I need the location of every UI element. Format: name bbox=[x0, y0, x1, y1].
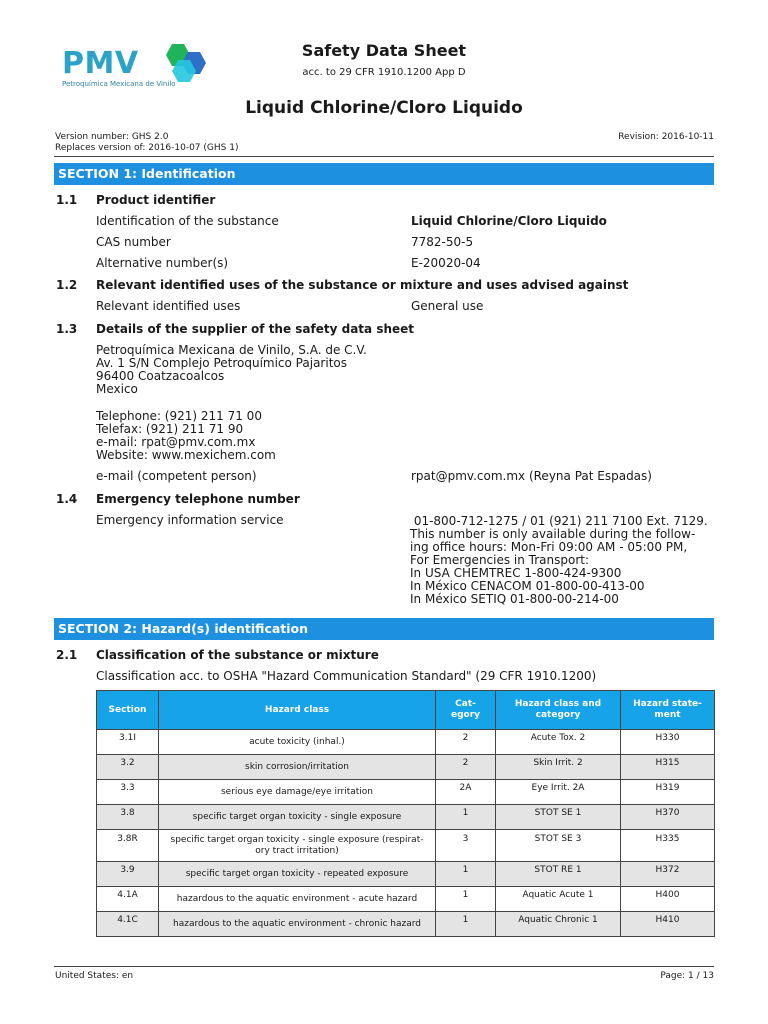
subsection-number: 1.2 bbox=[56, 278, 78, 292]
emergency-numbers: 01-800-712-1275 / 01 (921) 211 7100 Ext. 7129. This number is only available during the follow- ing office hours: Mon-Fri 09:00 AM - 05:00 PM, For Emergencies in Transport: In USA CHEMTREC 1-800-424-9300 In México CENACOM 01-800-00-413-00 In México SETIQ 01-800-00-214-00 bbox=[410, 514, 708, 606]
table-cell: 3.2 bbox=[97, 755, 159, 780]
table-row bbox=[97, 755, 715, 780]
field-label: Alternative number(s) bbox=[96, 256, 229, 270]
table-cell: 3.8R bbox=[97, 830, 159, 862]
table-cell: 2A bbox=[436, 780, 496, 805]
field-label: Identification of the substance bbox=[96, 214, 279, 228]
field-label: Emergency information service bbox=[96, 513, 284, 527]
document-title: Safety Data Sheet bbox=[301, 41, 467, 60]
table-cell: H315 bbox=[621, 755, 715, 780]
column-header: Hazard class bbox=[159, 691, 436, 730]
column-header: Hazard class and category bbox=[496, 691, 621, 730]
field-label: Relevant identified uses bbox=[96, 299, 241, 313]
table-cell: skin corrosion/irritation bbox=[159, 755, 436, 780]
table-cell: Eye Irrit. 2A bbox=[496, 780, 621, 805]
subsection-number: 2.1 bbox=[56, 648, 78, 662]
divider bbox=[54, 156, 714, 157]
table-cell: acute toxicity (inhal.) bbox=[159, 730, 436, 755]
table-cell: specific target organ toxicity - repeated exposure bbox=[159, 862, 436, 887]
table-row bbox=[97, 862, 715, 887]
subsection-title: Details of the supplier of the safety data sheet bbox=[96, 322, 415, 336]
table-cell: specific target organ toxicity - single exposure (respirat- ory tract irritation) bbox=[159, 830, 436, 862]
field-label: CAS number bbox=[96, 235, 171, 249]
table-cell: 1 bbox=[436, 862, 496, 887]
table-cell: 2 bbox=[436, 730, 496, 755]
subsection-title: Product identifier bbox=[96, 193, 216, 207]
table-cell: 3.3 bbox=[97, 780, 159, 805]
table-cell: STOT RE 1 bbox=[496, 862, 621, 887]
document-subtitle: acc. to 29 CFR 1910.1200 App D bbox=[302, 67, 466, 78]
subsection-title: Relevant identified uses of the substance or mixture and uses advised against bbox=[96, 278, 629, 292]
table-cell: H335 bbox=[621, 830, 715, 862]
section-1-header: SECTION 1: Identification bbox=[54, 163, 714, 185]
replaces-version: Replaces version of: 2016-10-07 (GHS 1) bbox=[55, 143, 239, 153]
table-cell: serious eye damage/eye irritation bbox=[159, 780, 436, 805]
table-cell: H410 bbox=[621, 912, 715, 937]
table-cell: H330 bbox=[621, 730, 715, 755]
revision-date: Revision: 2016-10-11 bbox=[618, 132, 714, 142]
footer-locale: United States: en bbox=[55, 971, 134, 981]
table-cell: STOT SE 1 bbox=[496, 805, 621, 830]
table-row bbox=[97, 887, 715, 912]
table-row bbox=[97, 830, 715, 862]
table-cell: Aquatic Acute 1 bbox=[496, 887, 621, 912]
table-cell: 3 bbox=[436, 830, 496, 862]
alternative-number: E-20020-04 bbox=[411, 256, 481, 270]
table-row bbox=[97, 912, 715, 937]
field-label: e-mail (competent person) bbox=[96, 469, 257, 483]
supplier-address: Petroquímica Mexicana de Vinilo, S.A. de C.V. Av. 1 S/N Complejo Petroquímico Pajaritos 96400 Coatzacoalcos Mexico bbox=[96, 343, 367, 396]
table-cell: 3.9 bbox=[97, 862, 159, 887]
column-header: Cat- egory bbox=[436, 691, 496, 730]
table-cell: H400 bbox=[621, 887, 715, 912]
competent-person-email: rpat@pmv.com.mx (Reyna Pat Espadas) bbox=[411, 469, 652, 483]
table-cell: 4.1C bbox=[97, 912, 159, 937]
version-number: Version number: GHS 2.0 bbox=[55, 132, 169, 142]
table-cell: Acute Tox. 2 bbox=[496, 730, 621, 755]
table-row bbox=[97, 730, 715, 755]
subsection-number: 1.4 bbox=[56, 492, 78, 506]
table-cell: Skin Irrit. 2 bbox=[496, 755, 621, 780]
classification-intro: Classification acc. to OSHA "Hazard Communication Standard" (29 CFR 1910.1200) bbox=[96, 669, 597, 683]
identified-use: General use bbox=[411, 299, 484, 313]
subsection-number: 1.1 bbox=[56, 193, 78, 207]
hazard-classification-table bbox=[96, 690, 715, 937]
divider bbox=[54, 966, 714, 967]
table-cell: 1 bbox=[436, 887, 496, 912]
table-cell: 1 bbox=[436, 912, 496, 937]
table-cell: hazardous to the aquatic environment - chronic hazard bbox=[159, 912, 436, 937]
table-cell: 3.1I bbox=[97, 730, 159, 755]
table-row bbox=[97, 780, 715, 805]
table-row bbox=[97, 805, 715, 830]
subsection-title: Classification of the substance or mixture bbox=[96, 648, 379, 662]
table-cell: H319 bbox=[621, 780, 715, 805]
logo-tagline: Petroquímica Mexicana de Vinilo bbox=[62, 80, 176, 88]
table-cell: H370 bbox=[621, 805, 715, 830]
table-cell: hazardous to the aquatic environment - acute hazard bbox=[159, 887, 436, 912]
substance-name: Liquid Chlorine/Cloro Liquido bbox=[411, 214, 607, 228]
product-title: Liquid Chlorine/Cloro Liquido bbox=[245, 98, 523, 118]
cas-number: 7782-50-5 bbox=[411, 235, 474, 249]
table-cell: specific target organ toxicity - single exposure bbox=[159, 805, 436, 830]
column-header: Section bbox=[97, 691, 159, 730]
table-header-row bbox=[97, 691, 715, 730]
section-2-header: SECTION 2: Hazard(s) identification bbox=[54, 618, 714, 640]
logo-text: PMV bbox=[62, 46, 139, 81]
table-cell: 4.1A bbox=[97, 887, 159, 912]
page-number: Page: 1 / 13 bbox=[660, 971, 714, 981]
subsection-title: Emergency telephone number bbox=[96, 492, 300, 506]
supplier-contact: Telephone: (921) 211 71 00 Telefax: (921) 211 71 90 e-mail: rpat@pmv.com.mx Website: www.mexichem.com bbox=[96, 409, 276, 462]
table-cell: 1 bbox=[436, 805, 496, 830]
table-cell: H372 bbox=[621, 862, 715, 887]
table-cell: Aquatic Chronic 1 bbox=[496, 912, 621, 937]
column-header: Hazard state- ment bbox=[621, 691, 715, 730]
table-cell: 3.8 bbox=[97, 805, 159, 830]
subsection-number: 1.3 bbox=[56, 322, 78, 336]
table-cell: 2 bbox=[436, 755, 496, 780]
table-cell: STOT SE 3 bbox=[496, 830, 621, 862]
